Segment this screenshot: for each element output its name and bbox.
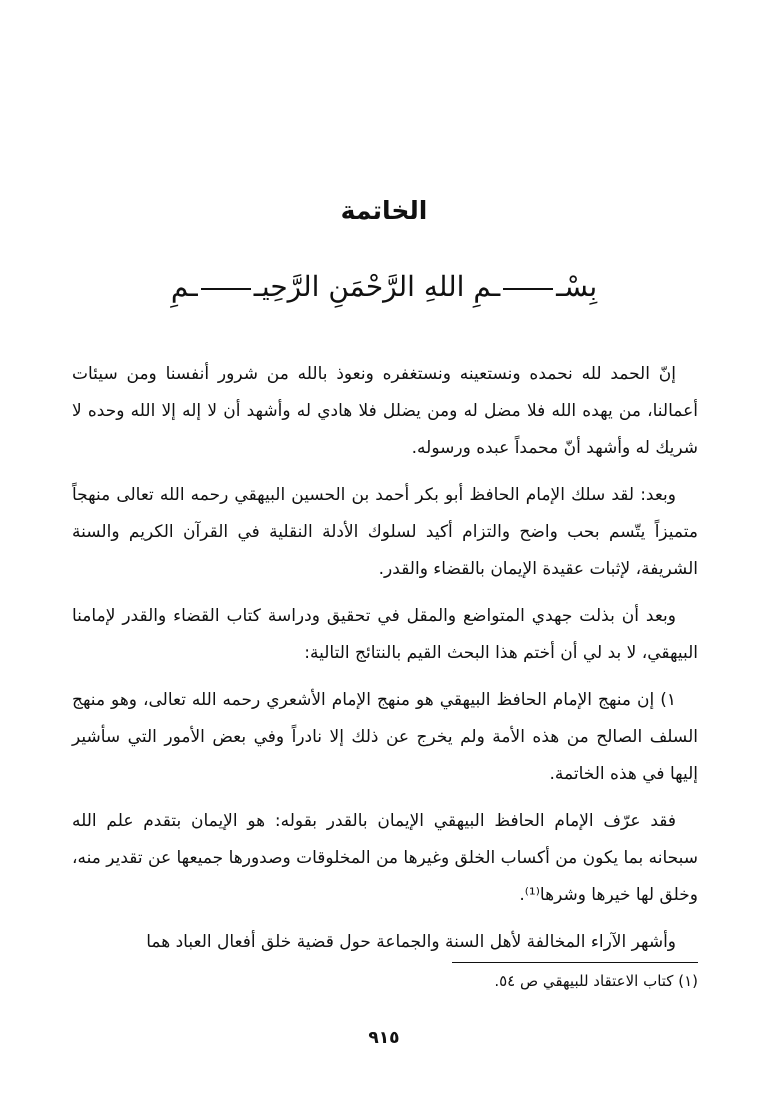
kashida-stroke xyxy=(503,288,553,290)
footnote-separator xyxy=(452,962,698,963)
kashida-stroke xyxy=(201,288,251,290)
basmala-word-allah: اللهِ xyxy=(423,270,465,303)
basmala-word-bism-end: ـمِ xyxy=(473,270,501,303)
chapter-title: الخاتمة xyxy=(340,196,428,225)
basmala-word-rahim-end: ـمِ xyxy=(170,270,198,303)
paragraph-qadar-definition: فقد عرّف الإمام الحافظ البيهقي الإيمان بالقدر بقوله: هو الإيمان بتقدم علم الله سبحانه بما يكون من أكساب الخلق وغيرها من المخلوقات وصدورها جميعها عن تقدير منه، وخلق لها خيرها وشرها⁽¹⁾. xyxy=(72,811,698,905)
footnote: (١) كتاب الاعتقاد للبيهقي ص ٥٤. xyxy=(494,972,698,990)
basmala-word-rahim: الرَّحِيـ xyxy=(253,270,320,303)
result-item-1: ١) إن منهج الإمام الحافظ البيهقي هو منهج الإمام الأشعري رحمه الله تعالى، وهو منهج السلف الصالح من هذه الأمة ولم يخرج عن ذلك إلا نادراً وفي بعض الأمور التي سأشير إليها في هذه الخاتمة. xyxy=(72,690,698,784)
page-number: ٩١٥ xyxy=(368,1028,400,1048)
paragraph-results-intro: وبعد أن بذلت جهدي المتواضع والمقل في تحقيق ودراسة كتاب القضاء والقدر لإمامنا البيهقي، لا بد لي أن أختم هذا البحث القيم بالنتائج التالية: xyxy=(72,606,698,663)
paragraph-bayhaqi-method: وبعد: لقد سلك الإمام الحافظ أبو بكر أحمد بن الحسين البيهقي رحمه الله تعالى منهجاً متميزاً يتّسم بحب واضح والتزام أكيد لسلوك الأدلة النقلية في القرآن الكريم والسنة الشريفة، لإثبات عقيدة الإيمان بالقضاء والقدر. xyxy=(72,485,698,579)
body-text xyxy=(72,356,698,971)
paragraph-opening: إنّ الحمد لله نحمده ونستعينه ونستغفره ونعوذ بالله من شرور أنفسنا ومن سيئات أعمالنا، من يهده الله فلا مضل له ومن يضلل فلا هادي له وأشهد أن لا إله إلا الله وحده لا شريك له وأشهد أنّ محمداً عبده ورسوله. xyxy=(72,364,698,458)
basmala xyxy=(0,270,768,303)
basmala-word-bism: بِسْـ xyxy=(556,270,598,303)
basmala-word-rahman: الرَّحْمَنِ xyxy=(328,270,415,303)
paragraph-opposing-views: وأشهر الآراء المخالفة لأهل السنة والجماعة حول قضية خلق أفعال العباد هما xyxy=(146,932,676,952)
